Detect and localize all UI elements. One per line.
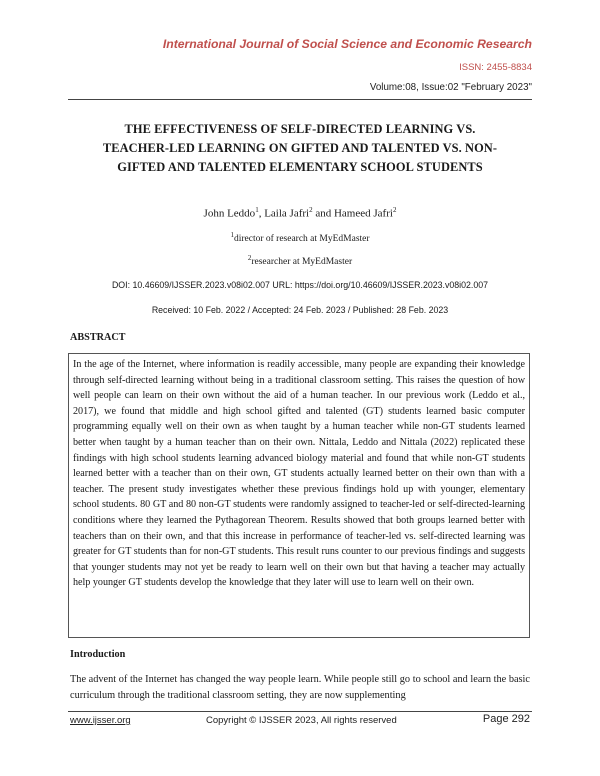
title-line: GIFTED AND TALENTED ELEMENTARY SCHOOL STUDENTS xyxy=(117,160,483,174)
abstract-heading: ABSTRACT xyxy=(70,332,126,343)
affiliation-mark: 1 xyxy=(230,231,234,239)
author-separator: , xyxy=(258,207,265,220)
issn: ISSN: 2455-8834 xyxy=(459,62,532,73)
abstract-box xyxy=(68,353,530,638)
author-affil-mark: 1 xyxy=(255,206,259,214)
author-name: John Leddo xyxy=(203,207,256,220)
title-line: TEACHER-LED LEARNING ON GIFTED AND TALENTED VS. NON- xyxy=(102,141,498,155)
header-divider xyxy=(68,99,532,100)
abstract-text: In the age of the Internet, where information is readily accessible, many people are expanding their knowledge through self-directed learning without being in a traditional classroom setting. This raises the question of how well people can learn on their own without the aid of a human teacher. In our previous work (Leddo et al., 2017), we found that middle and high school gifted and talented (GT) students learned basic computer programming equally well on their own as when taught by a human teacher while non-GT students learned better when taught by a human teacher than on their own. Nittala, Leddo and Nittala (2022) replicated these findings with high school students learning advanced biology material and found that while non-GT students learned better with a teacher than on their own, GT students actually learned better on their own than with a teacher. The present study investigates whether these previous findings hold up with younger, elementary school students. 80 GT and 80 non-GT students were randomly assigned to teacher-led or self-directed-learning conditions where they learned the Pythagorean Theorem. Results showed that both groups learned better with teachers than on their own, and that this increase in performance of teacher-led vs. self-directed learning was greater for GT students than for non-GT students. This result runs counter to our previous findings and suggests that younger students may not yet be ready to learn well on their own but that having a teacher may actually help younger GT students develop the knowledge that they later will use to learn well on their own. xyxy=(73,359,525,589)
journal-website-link[interactable]: www.ijsser.org xyxy=(70,715,131,726)
introduction-heading: Introduction xyxy=(70,649,126,660)
volume-issue: Volume:08, Issue:02 "February 2023" xyxy=(369,82,532,93)
introduction-text: The advent of the Internet has changed the way people learn. While people still go to school and learn the basic curriculum through the traditional classroom setting, they are now supplementing xyxy=(70,674,530,701)
author-separator: and xyxy=(312,207,334,220)
affiliation-mark: 2 xyxy=(247,254,252,262)
journal-title: International Journal of Social Science and Economic Research xyxy=(162,37,532,51)
affiliation xyxy=(0,231,600,244)
footer-divider xyxy=(68,711,532,712)
affiliation-text: director of research at MyEdMaster xyxy=(233,234,370,245)
doi-line: DOI: 10.46609/IJSSER.2023.v08i02.007 URL: https://doi.org/10.46609/IJSSER.2023.v08i02.007 xyxy=(111,280,489,290)
affiliation-text: researcher at MyEdMaster xyxy=(251,257,353,268)
title-line: THE EFFECTIVENESS OF SELF-DIRECTED LEARNING VS. xyxy=(124,122,476,136)
dates-line: Received: 10 Feb. 2022 / Accepted: 24 Feb. 2023 / Published: 28 Feb. 2023 xyxy=(151,305,449,315)
author-affil-mark: 2 xyxy=(392,206,397,214)
author-name: Hameed Jafri xyxy=(333,207,393,220)
author-list xyxy=(0,206,600,220)
copyright-notice: Copyright © IJSSER 2023, All rights reserved xyxy=(206,715,397,726)
author-name: Laila Jafri xyxy=(264,207,310,220)
affiliation xyxy=(0,254,600,267)
author-affil-mark: 2 xyxy=(309,206,313,214)
page-number: Page 292 xyxy=(482,713,530,725)
paper-title xyxy=(70,120,530,177)
